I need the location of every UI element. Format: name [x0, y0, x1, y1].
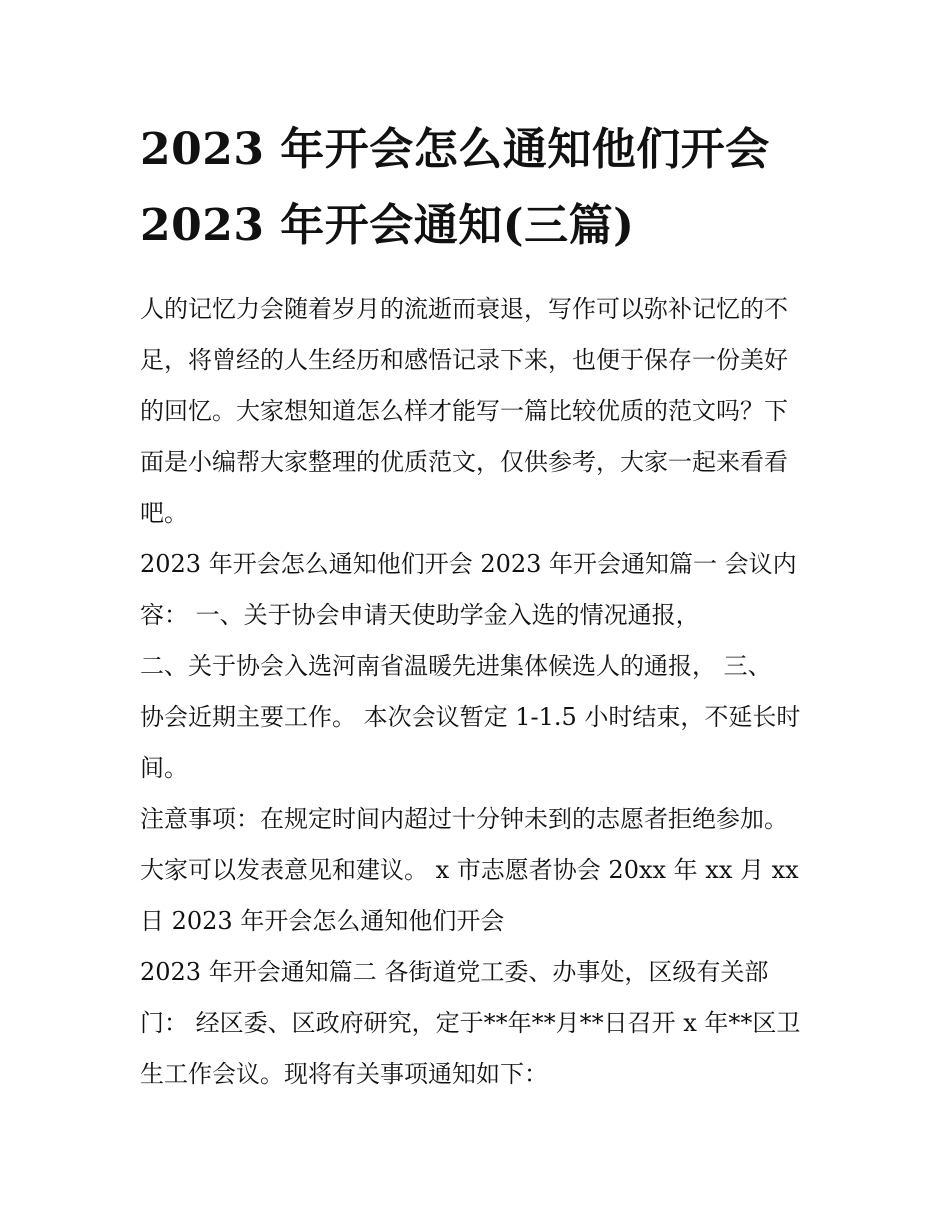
title-line: 2023 年开会通知(三篇) — [140, 200, 635, 251]
section-one-paragraph — [140, 539, 812, 794]
text-line: 日 2023 年开会怎么通知他们开会 — [140, 907, 505, 935]
text-line: 注意事项：在规定时间内超过十分钟未到的志愿者拒绝参加。 — [140, 805, 788, 833]
text-line: 间。 — [140, 754, 188, 782]
text-line: 生工作会议。现将有关事项通知如下： — [140, 1060, 548, 1088]
text-line: 足，将曾经的人生经历和感悟记录下来，也便于保存一份美好 — [140, 346, 788, 374]
document-title — [140, 112, 812, 264]
text-line: 门： 经区委、区政府研究，定于**年**月**日召开 x 年**区卫 — [140, 1009, 801, 1037]
document-body — [140, 284, 812, 1100]
title-line: 2023 年开会怎么通知他们开会 — [140, 124, 770, 175]
text-line: 2023 年开会通知篇二 各街道党工委、办事处，区级有关部 — [140, 958, 769, 986]
notes-paragraph — [140, 794, 812, 947]
text-line: 协会近期主要工作。 本次会议暂定 1-1.5 小时结束，不延长时 — [140, 703, 801, 731]
document-page — [140, 112, 812, 1100]
text-line: 吧。 — [140, 499, 188, 527]
text-line: 容： 一、关于协会申请天使助学金入选的情况通报， — [140, 601, 700, 629]
section-two-paragraph — [140, 947, 812, 1100]
intro-paragraph — [140, 284, 812, 539]
text-line: 大家可以发表意见和建议。 x 市志愿者协会 20xx 年 xx 月 xx — [140, 856, 799, 884]
text-line: 面是小编帮大家整理的优质范文，仅供参考，大家一起来看看 — [140, 448, 788, 476]
text-line: 的回忆。大家想知道怎么样才能写一篇比较优质的范文吗？下 — [140, 397, 788, 425]
text-line: 2023 年开会怎么通知他们开会 2023 年开会通知篇一 会议内 — [140, 550, 797, 578]
text-line: 人的记忆力会随着岁月的流逝而衰退，写作可以弥补记忆的不 — [140, 295, 788, 323]
text-line: 二、关于协会入选河南省温暖先进集体候选人的通报， 三、 — [140, 652, 772, 680]
